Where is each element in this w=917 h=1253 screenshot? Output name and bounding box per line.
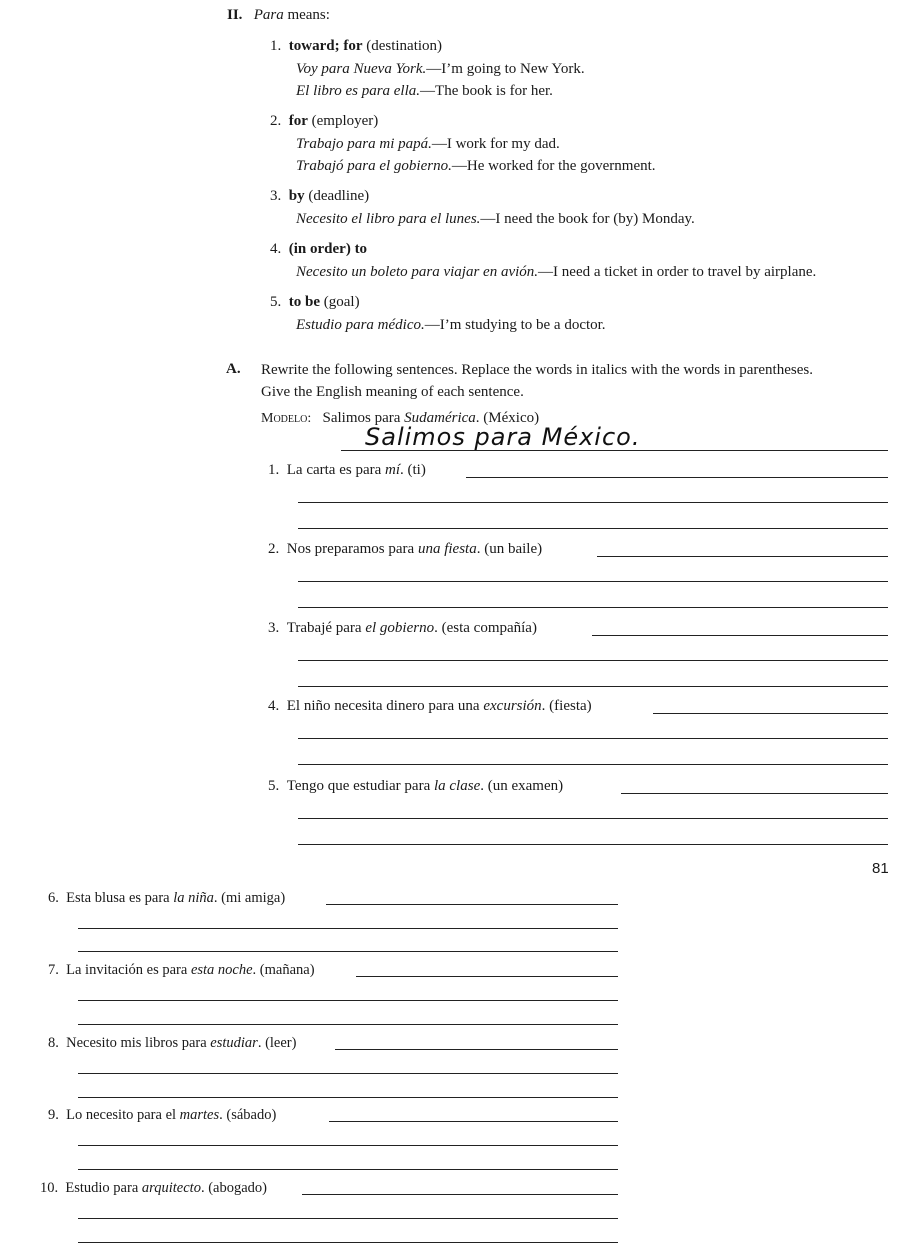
item-replacement: . (fiesta) [541, 698, 592, 714]
item-number: 5. [268, 778, 280, 794]
item-text: Tengo que estudiar para [286, 778, 434, 794]
example-english: —I’m going to New York. [426, 61, 585, 77]
item-number: 8. [48, 1035, 59, 1051]
item-italic: excursión [483, 698, 542, 714]
example-spanish: Voy para Nueva York. [296, 61, 427, 77]
meaning-number: 4. [270, 241, 282, 257]
meaning-2-example-1 [296, 136, 560, 153]
answer-line-10b[interactable] [78, 1204, 618, 1219]
answer-line-2b[interactable] [298, 567, 888, 582]
example-english: —I need the book for (by) Monday. [480, 211, 695, 227]
item-text: Necesito mis libros para [66, 1035, 211, 1051]
item-number: 6. [48, 890, 59, 906]
meaning-keyword: (in order) to [288, 241, 368, 257]
example-english: —He worked for the government. [451, 158, 656, 174]
answer-line-8b[interactable] [78, 1059, 618, 1074]
meaning-number: 5. [270, 294, 282, 310]
meaning-keyword: toward; for [288, 38, 363, 54]
answer-line-10c[interactable] [78, 1228, 618, 1243]
item-number: 10. [40, 1180, 59, 1196]
exercise-item-6 [48, 890, 285, 907]
answer-line-2a[interactable] [597, 542, 888, 557]
item-text: Estudio para [65, 1180, 142, 1196]
example-spanish: El libro es para ella. [296, 83, 421, 99]
meaning-3-example-1 [296, 211, 695, 228]
answer-line-10a[interactable] [302, 1180, 618, 1195]
meaning-detail: (goal) [320, 294, 360, 310]
meaning-3 [270, 188, 369, 205]
answer-line-5a[interactable] [621, 779, 888, 794]
example-english: —I’m studying to be a doctor. [424, 317, 606, 333]
exercise-item-4 [268, 698, 592, 715]
answer-line-1b[interactable] [298, 488, 888, 503]
item-replacement: . (leer) [257, 1035, 297, 1051]
item-number: 1. [268, 462, 280, 478]
exercise-item-9 [48, 1107, 276, 1124]
exercise-instruction-2: Give the English meaning of each sentence. [261, 384, 524, 400]
item-italic: una fiesta [417, 541, 477, 557]
modelo-text: Salimos para [322, 410, 405, 426]
answer-line-7b[interactable] [78, 986, 618, 1001]
answer-line-9a[interactable] [329, 1107, 618, 1122]
example-english: —I need a ticket in order to travel by airplane. [538, 264, 817, 280]
meaning-keyword: for [288, 113, 308, 129]
example-spanish: Trabajo para mi papá. [296, 136, 432, 152]
example-spanish: Estudio para médico. [296, 317, 425, 333]
modelo-replacement: . (México) [475, 410, 540, 426]
item-italic: el gobierno [365, 620, 435, 636]
meaning-1-example-2 [296, 83, 553, 100]
exercise-item-2 [268, 541, 542, 558]
example-spanish: Necesito un boleto para viajar en avión. [296, 264, 539, 280]
answer-line-4a[interactable] [653, 699, 888, 714]
item-number: 4. [268, 698, 280, 714]
item-text: La invitación es para [66, 962, 191, 978]
item-replacement: . (sábado) [219, 1107, 277, 1123]
example-english: —The book is for her. [420, 83, 553, 99]
item-italic: martes [179, 1107, 220, 1123]
item-number: 3. [268, 620, 280, 636]
meaning-keyword: to be [288, 294, 320, 310]
item-replacement: . (mi amiga) [213, 890, 286, 906]
item-number: 2. [268, 541, 280, 557]
meaning-2-example-2 [296, 158, 656, 175]
item-replacement: . (mañana) [252, 962, 315, 978]
meaning-detail: (destination) [362, 38, 443, 54]
item-replacement: . (ti) [400, 462, 426, 478]
exercise-item-1 [268, 462, 426, 479]
answer-line-9b[interactable] [78, 1131, 618, 1146]
exercise-item-8 [48, 1035, 296, 1052]
meaning-detail: (deadline) [304, 188, 370, 204]
exercise-item-3 [268, 620, 537, 637]
answer-line-3b[interactable] [298, 646, 888, 661]
item-text: La carta es para [286, 462, 386, 478]
exercise-item-7 [48, 962, 315, 979]
item-text: El niño necesita dinero para una [286, 698, 484, 714]
exercise-item-5 [268, 778, 563, 795]
answer-line-8a[interactable] [335, 1035, 618, 1050]
answer-line-7a[interactable] [356, 962, 618, 977]
answer-line-4c[interactable] [298, 750, 888, 765]
meaning-5 [270, 294, 360, 311]
item-number: 7. [48, 962, 59, 978]
answer-line-4b[interactable] [298, 724, 888, 739]
answer-line-1c[interactable] [298, 514, 888, 529]
modelo-italic: Sudamérica [404, 410, 476, 426]
exercise-label: A. [226, 361, 241, 377]
meaning-1 [270, 38, 442, 55]
meaning-2 [270, 113, 378, 130]
item-replacement: . (un baile) [476, 541, 543, 557]
item-replacement: . (abogado) [200, 1180, 267, 1196]
modelo-label: Modelo: [261, 411, 312, 426]
answer-line-6a[interactable] [326, 890, 618, 905]
item-italic: la clase [433, 778, 481, 794]
section-numeral: II. [227, 7, 243, 23]
answer-line-5b[interactable] [298, 804, 888, 819]
item-italic: la niña [173, 890, 214, 906]
answer-line-6b[interactable] [78, 914, 618, 929]
item-italic: esta noche [190, 962, 253, 978]
meaning-number: 1. [270, 38, 282, 54]
item-text: Lo necesito para el [66, 1107, 180, 1123]
exercise-instruction-1: Rewrite the following sentences. Replace the words in italics with the words in parentheses. [261, 362, 813, 378]
answer-line-2c[interactable] [298, 593, 888, 608]
example-english: —I work for my dad. [431, 136, 560, 152]
section-heading [227, 7, 330, 24]
item-text: Trabajé para [286, 620, 366, 636]
meaning-1-example-1 [296, 61, 585, 78]
item-italic: mí [385, 462, 401, 478]
item-replacement: . (esta compañía) [434, 620, 537, 636]
meaning-detail: (employer) [307, 113, 379, 129]
item-replacement: . (un examen) [480, 778, 564, 794]
item-text: Nos preparamos para [286, 541, 418, 557]
example-spanish: Trabajó para el gobierno. [296, 158, 452, 174]
page-number: 81 [872, 860, 889, 877]
meaning-number: 2. [270, 113, 282, 129]
section-title-italic: Para [253, 7, 284, 23]
answer-line-3c[interactable] [298, 672, 888, 687]
meaning-5-example-1 [296, 317, 606, 334]
exercise-item-10 [40, 1180, 267, 1197]
item-number: 9. [48, 1107, 59, 1123]
answer-line-8c[interactable] [78, 1083, 618, 1098]
section-title-rest: means: [283, 7, 330, 23]
answer-line-5c[interactable] [298, 830, 888, 845]
answer-line-6c[interactable] [78, 937, 618, 952]
modelo-answer-line [341, 450, 888, 451]
meaning-4 [270, 241, 367, 258]
meaning-keyword: by [288, 188, 305, 204]
item-text: Esta blusa es para [66, 890, 174, 906]
answer-line-9c[interactable] [78, 1155, 618, 1170]
meaning-number: 3. [270, 188, 282, 204]
answer-line-1a[interactable] [466, 463, 888, 478]
answer-line-3a[interactable] [592, 621, 888, 636]
item-italic: arquitecto [141, 1180, 201, 1196]
modelo-handwritten-answer: Salimos para México. [365, 423, 641, 451]
answer-line-7c[interactable] [78, 1010, 618, 1025]
example-spanish: Necesito el libro para el lunes. [296, 211, 481, 227]
item-italic: estudiar [210, 1035, 258, 1051]
meaning-4-example-1 [296, 264, 816, 281]
